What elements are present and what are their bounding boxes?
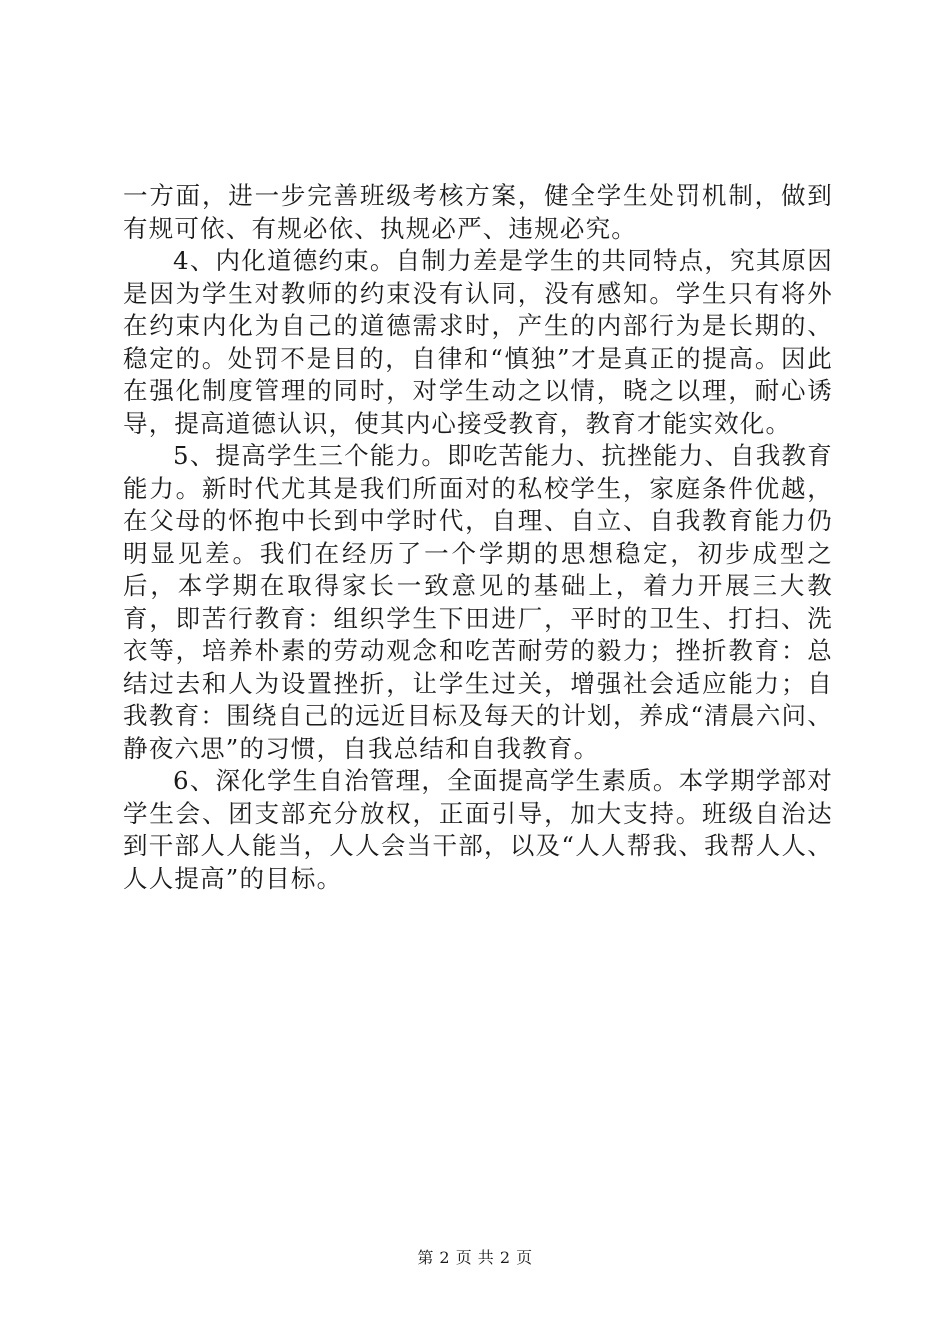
- document-body: [123, 180, 833, 895]
- paragraph-item-6: 6、深化学生自治管理，全面提高学生素质。本学期学部对学生会、团支部充分放权，正面引导，加大支持。班级自治达到干部人人能当，人人会当干部，以及“人人帮我、我帮人人、人人提高”的目标。: [123, 766, 833, 893]
- paragraph-item-5: 5、提高学生三个能力。即吃苦能力、抗挫能力、自我教育能力。新时代尤其是我们所面对的私校学生，家庭条件优越，在父母的怀抱中长到中学时代，自理、自立、自我教育能力仍明显见差。我们在经历了一个学期的思想稳定，初步成型之后，本学期在取得家长一致意见的基础上，着力开展三大教育，即苦行教育：组织学生下田进厂，平时的卫生、打扫、洗衣等，培养朴素的劳动观念和吃苦耐劳的毅力；挫折教育：总结过去和人为设置挫折，让学生过关，增强社会适应能力；自我教育：围绕自己的远近目标及每天的计划，养成“清晨六问、静夜六思”的习惯，自我总结和自我教育。: [123, 441, 833, 763]
- page-number-footer: 第 2 页 共 2 页: [417, 1248, 533, 1267]
- paragraph-item-4: 4、内化道德约束。自制力差是学生的共同特点，究其原因是因为学生对教师的约束没有认同，没有感知。学生只有将外在约束内化为自己的道德需求时，产生的内部行为是长期的、稳定的。处罚不是目的，自律和“慎独”才是真正的提高。因此在强化制度管理的同时，对学生动之以情，晓之以理，耐心诱导，提高道德认识，使其内心接受教育，教育才能实效化。: [123, 246, 833, 438]
- paragraph-continuation: 一方面，进一步完善班级考核方案，健全学生处罚机制，做到有规可依、有规必依、执规必严、违规必究。: [123, 181, 833, 243]
